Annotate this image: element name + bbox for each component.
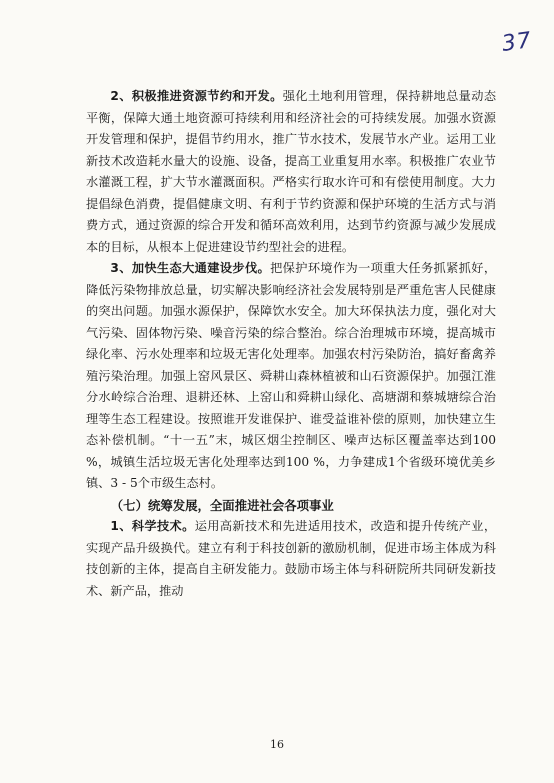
paragraph-lead: 1、科学技术。 (110, 519, 195, 533)
paragraph-lead: 3、加快生态大通建设步伐。 (110, 261, 271, 275)
section-heading: （七）统筹发展，全面推进社会各项事业 (110, 497, 334, 513)
paragraph-resource-conservation (86, 86, 496, 258)
document-body (86, 86, 496, 602)
page-number: 16 (270, 738, 284, 751)
paragraph-ecological-construction (86, 258, 496, 495)
paragraph-text: 把保护环境作为一项重大任务抓紧抓好，降低污染物排放总量，切实解决影响经济社会发展特别是严重危害人民健康的突出问题。加强水源保护，保障饮水安全。加大环保执法力度，强化对大气污染、固体物污染、噪音污染的综合整治。综合治理城市环境，提高城市绿化率、污水处理率和垃圾无害化处理率。加强农村污染防治，搞好畜禽养殖污染治理。加强上窑风景区、舜耕山森林植被和山石资源保护。加强江淮分水岭综合治理、退耕还林、上窑山和舜耕山绿化、高塘湖和蔡城塘综合治理等生态工程建设。按照谁开发谁保护、谁受益谁补偿的原则，加快建立生态补偿机制。“十一五”末，城区烟尘控制区、噪声达标区覆盖率达到100 %，城镇生活垃圾无害化处理率达到100 %，力争建成1个省级环境优美乡镇、3 - 5个市级生态村。 (86, 261, 497, 490)
paragraph-science-technology (86, 516, 496, 602)
handwritten-page-mark: 37 (500, 28, 534, 57)
paragraph-lead: 2、积极推进资源节约和开发。 (110, 89, 283, 103)
paragraph-text: 强化土地利用管理，保持耕地总量动态平衡，保障大通土地资源可持续利用和经济社会的可持续发展。加强水资源开发管理和保护，提倡节约用水，推广节水技术，发展节水产业。运用工业新技术改造耗水量大的设施、设备，提高工业重复用水率。积极推广农业节水灌溉工程，扩大节水灌溉面积。严格实行取水许可和有偿使用制度。大力提倡绿色消费，提倡健康文明、有利于节约资源和保护环境的生活方式与消费方式，通过资源的综合开发和循环高效利用，达到节约资源与减少发展成本的目标，从根本上促进建设节约型社会的进程。 (86, 89, 497, 254)
paragraph-text: 运用高新技术和先进适用技术，改造和提升传统产业，实现产品升级换代。建立有利于科技创新的激励机制，促进市场主体成为科技创新的主体，提高自主研发能力。鼓励市场主体与科研院所共同研发新技术、新产品，推动 (86, 519, 497, 598)
